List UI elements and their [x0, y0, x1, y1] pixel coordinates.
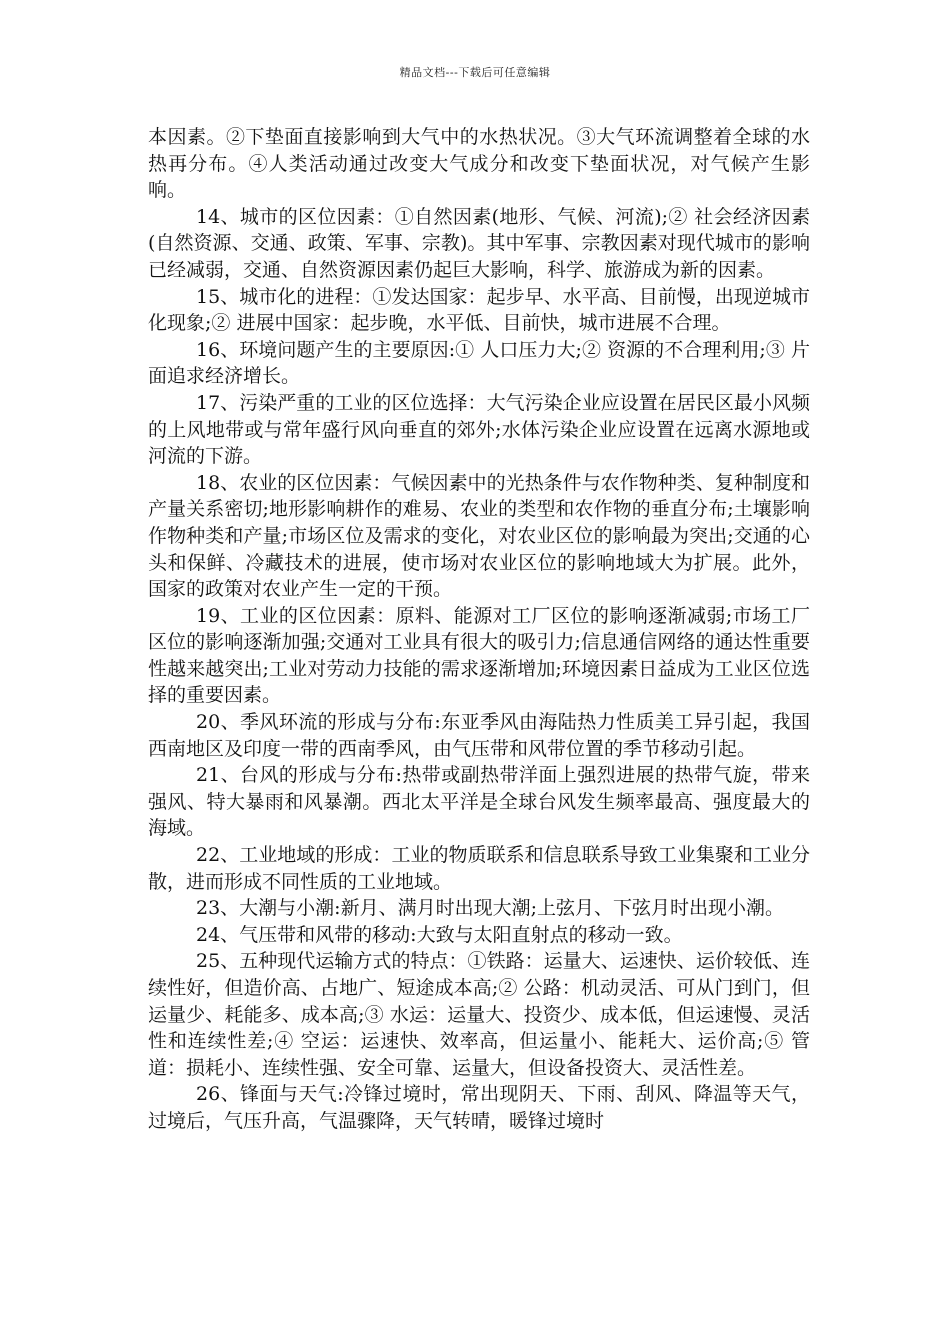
paragraph-18: 18、农业的区位因素：气候因素中的光热条件与农作物种类、复种制度和产量关系密切;地形影响耕作的难易、农业的类型和农作物的垂直分布;土壤影响作物种类和产量;市场区位及需求的变化，对农业区位的影响最为突出;交通的心头和保鲜、冷藏技术的进展，使市场对农业区位的影响地域大为扩展。此外，国家的政策对农业产生一定的干预。 — [148, 471, 810, 601]
paragraph-20: 20、季风环流的形成与分布:东亚季风由海陆热力性质美工异引起，我国西南地区及印度一带的西南季风，由气压带和风带位置的季节移动引起。 — [148, 711, 810, 760]
paragraph-25: 25、五种现代运输方式的特点：①铁路：运量大、运速快、运价较低、连续性好，但造价高、占地广、短途成本高;② 公路：机动灵活、可从门到门，但运量少、耗能多、成本高;③ 水运：运量大、投资少、成本低，但运速慢、灵活性和连续性差;④ 空运：运速快、效率高，但运量小、能耗大、运价高;⑤ 管道：损耗小、连续性强、安全可靠、运量大，但设备投资大、灵活性差。 — [148, 950, 810, 1079]
paragraph-19: 19、工业的区位因素：原料、能源对工厂区位的影响逐渐减弱;市场工厂区位的影响逐渐加强;交通对工业具有很大的吸引力;信息通信网络的通达性重要性越来越突出;工业对劳动力技能的需求逐渐增加;环境因素日益成为工业区位选择的重要因素。 — [148, 604, 810, 707]
paragraph-14: 14、城市的区位因素：①自然因素(地形、气候、河流);② 社会经济因素(自然资源、交通、政策、军事、宗教)。其中军事、宗教因素对现代城市的影响已经减弱，交通、自然资源因素仍起巨大影响，科学、旅游成为新的因素。 — [148, 205, 810, 281]
page-header: 精品文档---下载后可任意编辑 — [399, 66, 551, 79]
paragraph-15: 15、城市化的进程：①发达国家：起步早、水平高、目前慢，出现逆城市化现象;② 进展中国家：起步晚，水平低、目前快，城市进展不合理。 — [148, 285, 810, 335]
paragraph-23: 23、大潮与小潮:新月、满月时出现大潮;上弦月、下弦月时出现小潮。 — [196, 897, 784, 920]
document-body — [148, 124, 810, 1135]
paragraph-26: 26、锋面与天气:冷锋过境时，常出现阴天、下雨、刮风、降温等天气，过境后，气压升高，气温骤降，天气转晴，暖锋过境时 — [148, 1083, 810, 1132]
paragraph-continuation: 本因素。②下垫面直接影响到大气中的水热状况。③大气环流调整着全球的水热再分布。④人类活动通过改变大气成分和改变下垫面状况，对气候产生影响。 — [148, 126, 810, 202]
paragraph-17: 17、污染严重的工业的区位选择：大气污染企业应设置在居民区最小风频的上风地带或与常年盛行风向垂直的郊外;水体污染企业应设置在远离水源地或河流的下游。 — [148, 391, 810, 468]
paragraph-21: 21、台风的形成与分布:热带或副热带洋面上强烈进展的热带气旋，带来强风、特大暴雨和风暴潮。西北太平洋是全球台风发生频率最高、强度最大的海域。 — [148, 764, 810, 840]
paragraph-22: 22、工业地域的形成：工业的物质联系和信息联系导致工业集聚和工业分散，进而形成不同性质的工业地域。 — [148, 844, 810, 893]
paragraph-24: 24、气压带和风带的移动:大致与太阳直射点的移动一致。 — [196, 923, 683, 946]
paragraph-16: 16、环境问题产生的主要原因:① 人口压力大;② 资源的不合理利用;③ 片面追求经济增长。 — [148, 338, 810, 388]
